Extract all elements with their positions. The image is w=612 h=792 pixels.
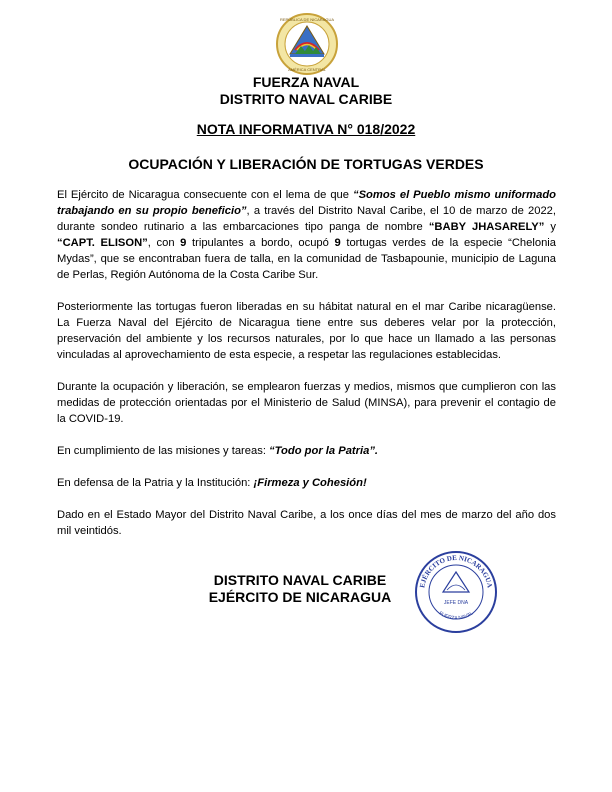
p1-text-d: , con [147, 237, 181, 249]
document-body [57, 187, 556, 539]
paragraph-5 [57, 475, 556, 491]
p1-text-e: tripulantes a bordo, ocupó [186, 237, 335, 249]
svg-text:JEFE DNA: JEFE DNA [443, 600, 469, 606]
svg-text:REPÚBLICA DE NICARAGUA: REPÚBLICA DE NICARAGUA [279, 17, 335, 22]
svg-text:AMÉRICA CENTRAL: AMÉRICA CENTRAL [288, 67, 326, 72]
district-name: DISTRITO NAVAL CARIBE [219, 91, 393, 107]
boat-name-1: “BABY JHASARELY” [428, 221, 545, 233]
svg-text:EJÉRCITO DE NICARAGUA: EJÉRCITO DE NICARAGUA [418, 553, 494, 589]
p4-text: En cumplimiento de las misiones y tareas: [57, 445, 270, 457]
crew-count: 9 [180, 237, 187, 249]
signature-line-1: DISTRITO NAVAL CARIBE [213, 572, 387, 588]
p1-text-b: , a través del Distrito Naval Caribe, el 10 de marzo de 2022, durante sondeo rutinario a las embarcaciones tipo panga de nombre [57, 205, 557, 233]
organization-name: FUERZA NAVAL [252, 74, 360, 90]
motto-text: “Somos el Pueblo mismo uniformado trabajando en su propio beneficio” [57, 189, 556, 217]
svg-text:FUERZA NAVAL: FUERZA NAVAL [437, 610, 475, 622]
slogan-todo-por-la-patria: “Todo por la Patria”. [269, 445, 379, 457]
slogan-firmeza-y-cohesion: ¡Firmeza y Cohesión! [253, 477, 367, 489]
paragraph-4 [57, 443, 556, 459]
paragraph-2: Posteriormente las tortugas fueron liberadas en su hábitat natural en el mar Caribe nicaragüense. La Fuerza Naval del Ejército de Nicaragua tiene entre sus deberes velar por la protección, preservación del ambiente y los recursos naturales, por lo que hace un llamado a las personas vinculadas al aprovechamiento de esta especie, a respetar las regulaciones establecidas. [57, 301, 556, 361]
official-stamp [414, 550, 498, 634]
p1-text-a: El Ejército de Nicaragua consecuente con el lema de que [57, 189, 353, 201]
paragraph-3: Durante la ocupación y liberación, se emplearon fuerzas y medios, mismos que cumplieron con las medidas de protección orientadas por el Ministerio de Salud (MINSA), para prevenir el contagio de la COVID-19. [57, 381, 556, 425]
nicaragua-coat-of-arms-seal [275, 12, 339, 76]
p1-text-c: y [544, 221, 556, 233]
paragraph-closing: Dado en el Estado Mayor del Distrito Naval Caribe, a los once días del mes de marzo del año dos mil veintidós. [57, 509, 556, 537]
boat-name-2: “CAPT. ELISON” [57, 237, 148, 249]
note-title: NOTA INFORMATIVA N° 018/2022 [196, 121, 416, 137]
turtle-count: 9 [334, 237, 341, 249]
subject-heading: OCUPACIÓN Y LIBERACIÓN DE TORTUGAS VERDES [128, 156, 484, 172]
p5-text: En defensa de la Patria y la Institución: [57, 477, 254, 489]
paragraph-1 [57, 187, 556, 283]
p1-text-f: tortugas verdes de la especie “Chelonia Mydas”, que se encontraban fuera de talla, en la comunidad de Tasbapounie, municipio de Laguna de Perlas, Región Autónoma de la Costa Caribe Sur. [57, 237, 557, 281]
signature-line-2: EJÉRCITO DE NICARAGUA [208, 589, 392, 605]
